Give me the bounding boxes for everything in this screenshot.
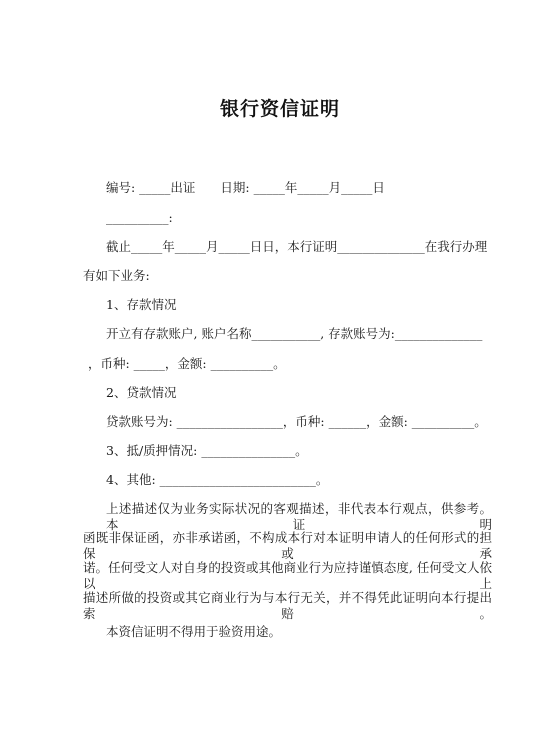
section-loan-heading: 2、贷款情况 (106, 385, 177, 400)
disclaimer-line-3: 诺。任何受文人对自身的投资或其他商业行为应持谨慎态度, 任何受文人依以上 (83, 560, 492, 591)
deposit-account-line: 开立有存款账户, 账户名称___________, 存款账号为:______________ (106, 326, 483, 341)
serial-date-line: 编号: _____出证 日期: _____年_____月_____日 (106, 180, 385, 195)
disclaimer-line-2: 函既非保证函，亦非承诺函，不构成本行对本证明申请人的任何形式的担保或承 (83, 530, 492, 561)
deposit-currency-line: ，币种: _____，金额: __________。 (88, 356, 286, 371)
section-other-line: 4、其他: _________________________。 (106, 472, 329, 487)
section-pledge-line: 3、抵/质押情况: _______________。 (106, 443, 308, 458)
loan-account-line: 贷款账号为: _________________，币种: ______，金额: __________。 (106, 414, 487, 429)
recipient-line: __________: (106, 210, 173, 225)
disclaimer-line-1: 上述描述仅为业务实际状况的客观描述，非代表本行观点，供参考。本证明 (106, 501, 492, 532)
section-deposit-heading: 1、存款情况 (106, 297, 177, 312)
disclaimer-line-4: 描述所做的投资或其它商业行为与本行无关，并不得凭此证明向本行提出索赔。 (83, 590, 492, 621)
usage-restriction-line: 本资信证明不得用于验资用途。 (106, 624, 282, 639)
cutoff-date-line: 截止_____年_____月_____日日，本行证明______________在我行办理 (106, 239, 488, 254)
document-title: 银行资信证明 (219, 98, 340, 120)
business-intro-line: 有如下业务: (83, 268, 150, 283)
